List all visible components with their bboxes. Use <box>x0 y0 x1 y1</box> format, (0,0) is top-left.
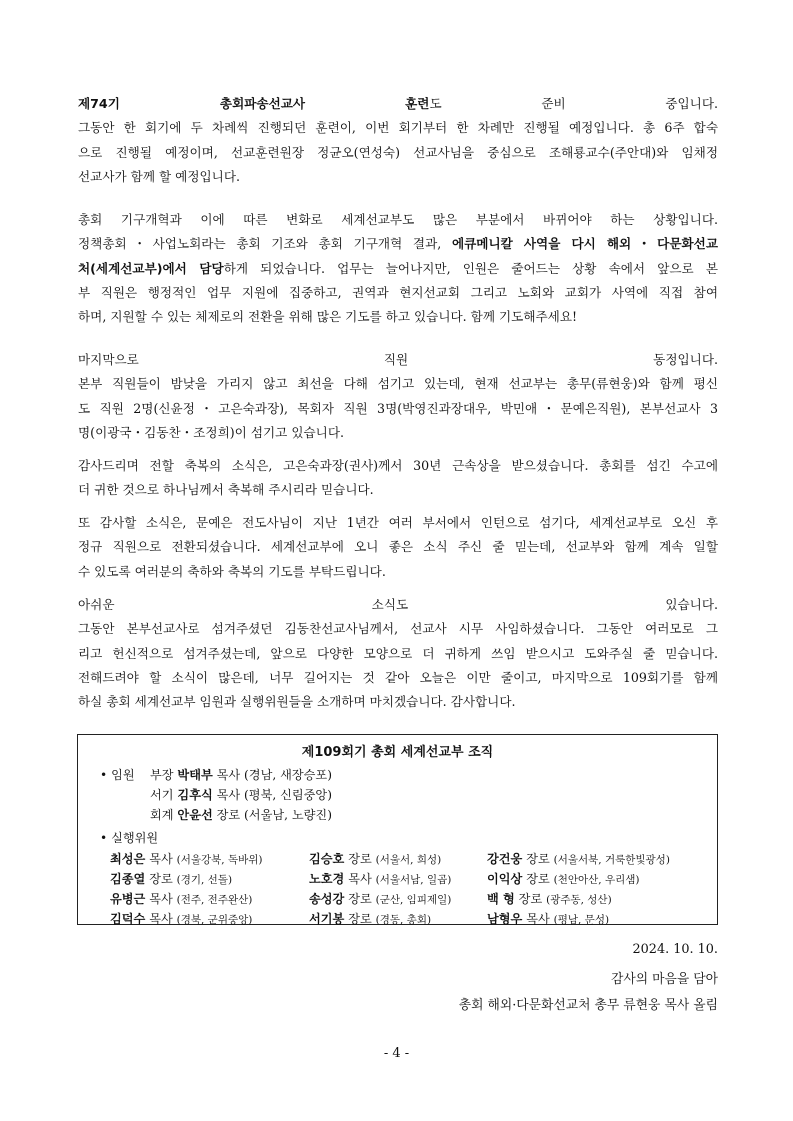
member-church: (군산, 임피제일) <box>375 894 452 906</box>
member-church: (천안아산, 우리샘) <box>553 874 640 886</box>
member-title: 장로 <box>514 892 547 906</box>
body-text: 더 귀한 것으로 하나님께서 축복해 주시리라 믿습니다. <box>78 482 374 498</box>
emphasis-text: 제74기 총회파송선교사 훈련 <box>78 96 430 111</box>
paragraph-4 <box>78 454 718 503</box>
exec-member <box>309 850 441 867</box>
member-title: 목사 <box>145 852 177 866</box>
exec-member <box>487 890 612 907</box>
officer-church: (평북, 신림중앙) <box>244 788 332 802</box>
paragraph-line <box>78 535 718 559</box>
paragraph-line <box>78 165 718 189</box>
member-title: 목사 <box>145 912 177 926</box>
paragraph-line <box>78 348 718 372</box>
body-text: 도 직원 2명(신윤정・고은숙과장), 목회자 직원 3명(박영진과장대우, 박민애・문예은직원), 본부선교사 3 <box>78 400 718 416</box>
member-name: 김승호 <box>309 852 345 866</box>
page-number: - 4 - <box>383 1046 410 1061</box>
paragraph-2 <box>78 208 718 329</box>
exec-member <box>309 910 431 927</box>
exec-member <box>309 870 451 887</box>
body-text: 아쉬운 소식도 있습니다. <box>78 597 718 612</box>
member-church: (전주, 전주완산) <box>176 894 253 906</box>
exec-member <box>487 870 640 887</box>
officer-title: 목사 <box>212 788 245 802</box>
officer-title: 장로 <box>212 808 245 822</box>
paragraph-line <box>78 478 718 502</box>
paragraph-line <box>78 690 718 714</box>
member-name: 최성은 <box>110 852 146 866</box>
member-church: (서울서북, 거룩한빛광성) <box>553 854 670 866</box>
officer-church: (서울남, 노량진) <box>244 808 332 822</box>
paragraph-line <box>78 560 718 584</box>
member-title: 장로 <box>522 872 554 886</box>
paragraph-6 <box>78 593 718 714</box>
org-title: 제109회기 총회 세계선교부 조직 <box>301 745 494 760</box>
member-church: (서울강북, 독바위) <box>176 854 263 866</box>
member-name: 노호경 <box>309 872 345 886</box>
member-name: 남형우 <box>487 912 523 926</box>
body-text: 하며, 지원할 수 있는 체제로의 전환을 위해 많은 기도를 하고 있습니다. 함께 기도해주세요! <box>78 309 578 325</box>
member-church: (서울서남, 일곱) <box>375 874 452 886</box>
paragraph-line <box>78 305 718 329</box>
member-church: (경북, 군위중앙) <box>176 914 253 926</box>
exec-member <box>110 890 252 907</box>
paragraph-line <box>78 232 718 256</box>
member-title: 장로 <box>145 872 177 886</box>
member-church: (평남, 문성) <box>553 914 610 926</box>
officer-name: 박태부 <box>177 768 213 782</box>
paragraph-3 <box>78 348 718 445</box>
member-name: 김종열 <box>110 872 146 886</box>
member-title: 장로 <box>344 912 376 926</box>
paragraph-line <box>78 666 718 690</box>
closing-date: 2024. 10. 10. <box>632 942 718 957</box>
body-text: 감사드리며 전할 축복의 소식은, 고은숙과장(권사)께서 30년 근속상을 받으셨습니다. 총회를 섬긴 수고에 <box>78 458 718 473</box>
body-text: 그동안 본부선교사로 섬겨주셨던 김동찬선교사님께서, 선교사 시무 사임하셨습니다. 그동안 여러모로 그 <box>78 621 718 637</box>
exec-member <box>309 890 451 907</box>
exec-member <box>110 850 263 867</box>
paragraph-line <box>78 92 718 116</box>
member-name: 유병근 <box>110 892 146 906</box>
closing-signature: 총회 해외·다문화선교처 총무 류현웅 목사 올림 <box>458 998 718 1013</box>
paragraph-line <box>78 642 718 666</box>
paragraph-line <box>78 421 718 445</box>
body-text: 명(이광국・김동찬・조정희)이 섬기고 있습니다. <box>78 424 345 440</box>
body-text: 정규 직원으로 전환되셨습니다. 세계선교부에 오니 좋은 소식 주신 줄 믿는데, 선교부와 함께 계속 일할 <box>78 539 718 555</box>
paragraph-line <box>78 116 718 140</box>
member-name: 서기봉 <box>309 912 345 926</box>
officer-role: 서기 <box>150 788 178 802</box>
body-text: 리고 헌신적으로 섬겨주셨는데, 앞으로 다양한 모양으로 더 귀하게 쓰임 받으시고 도와주실 줄 믿습니다. <box>78 645 718 661</box>
emphasis-text: 처(세계선교부)에서 담당 <box>78 260 224 276</box>
paragraph-line <box>78 372 718 396</box>
officer-name: 안윤선 <box>177 808 213 822</box>
body-text: 부 직원은 행정적인 업무 지원에 집중하고, 권역과 현지선교회 그리고 노회와 교회가 사역에 직접 참여 <box>78 284 718 300</box>
paragraph-5 <box>78 511 718 584</box>
member-title: 장로 <box>522 852 554 866</box>
paragraph-1 <box>78 92 718 189</box>
member-title: 목사 <box>344 872 376 886</box>
paragraph-line <box>78 617 718 641</box>
emphasis-text: 에큐메니칼 사역을 다시 해외・다문화선교 <box>451 236 718 252</box>
body-text: 또 감사할 소식은, 문예은 전도사님이 지난 1년간 여러 부서에서 인턴으로 섬기다, 세계선교부로 오신 후 <box>78 515 718 530</box>
body-text: 선교사가 함께 할 예정입니다. <box>78 168 240 184</box>
member-church: (광주동, 성산) <box>546 894 612 906</box>
body-text: 으로 진행될 예정이며, 선교훈련원장 정균오(연성숙) 선교사님을 중심으로 조해룡교수(주안대)와 임채정 <box>78 144 718 160</box>
member-name: 김덕수 <box>110 912 146 926</box>
officer-name: 김후식 <box>177 788 213 802</box>
member-title: 장로 <box>344 892 376 906</box>
officer-title: 목사 <box>212 768 245 782</box>
paragraph-line <box>78 281 718 305</box>
paragraph-line <box>78 141 718 165</box>
paragraph-line <box>78 593 718 617</box>
member-church: (서울서, 희성) <box>375 854 442 866</box>
exec-label: • 실행위원 <box>100 831 159 845</box>
paragraph-line <box>78 511 718 535</box>
body-text: 총회 기구개혁과 이에 따른 변화로 세계선교부도 많은 부분에서 바뀌어야 하는 상황입니다. <box>78 212 718 227</box>
body-text: 본부 직원들이 밤낮을 가리지 않고 최선을 다해 섬기고 있는데, 현재 선교부는 총무(류현웅)와 함께 평신 <box>78 376 718 392</box>
body-text: 그동안 한 회기에 두 차례씩 진행되던 훈련이, 이번 회기부터 한 차례만 진행될 예정입니다. 총 6주 합숙 <box>78 120 718 136</box>
body-text: 수 있도록 여러분의 축하와 축복의 기도를 부탁드립니다. <box>78 563 386 579</box>
closing-line1: 감사의 마음을 담아 <box>610 972 718 987</box>
exec-member <box>487 850 670 867</box>
exec-member <box>110 910 252 927</box>
member-name: 이익상 <box>487 872 523 886</box>
exec-member <box>487 910 609 927</box>
officer-role: 부장 <box>150 768 178 782</box>
member-title: 장로 <box>344 852 376 866</box>
body-text: 하게 되었습니다. 업무는 늘어나지만, 인원은 줄어드는 상황 속에서 앞으로 본 <box>223 260 718 276</box>
body-text: 전해드려야 할 소식이 많은데, 너무 길어지는 것 같아 오늘은 이만 줄이고, 마지막으로 109회기를 함께 <box>78 669 718 685</box>
body-text: 하실 총회 세계선교부 임원과 실행위원들을 소개하며 마치겠습니다. 감사합니다. <box>78 694 516 710</box>
officer-row <box>150 786 332 803</box>
officer-row <box>150 766 332 783</box>
officer-row <box>150 806 332 823</box>
paragraph-line <box>78 257 718 281</box>
paragraph-line <box>78 454 718 478</box>
officer-church: (경남, 새장승포) <box>244 768 332 782</box>
member-name: 강건웅 <box>487 852 523 866</box>
member-title: 목사 <box>522 912 554 926</box>
member-church: (경동, 총회) <box>375 914 432 926</box>
member-title: 목사 <box>145 892 177 906</box>
paragraph-line <box>78 397 718 421</box>
body-text: 정책총회・사업노회라는 총회 기조와 총회 기구개혁 결과, <box>78 236 452 252</box>
member-name: 송성강 <box>309 892 345 906</box>
body-text: 도 준비 중입니다. <box>429 96 718 111</box>
member-church: (경기, 선돌) <box>176 874 233 886</box>
body-text: 마지막으로 직원 동정입니다. <box>78 352 718 367</box>
org-box <box>77 734 718 925</box>
member-name: 백 형 <box>487 892 515 906</box>
paragraph-line <box>78 208 718 232</box>
exec-member <box>110 870 232 887</box>
officer-role: 회계 <box>150 808 178 822</box>
officers-label: • 임원 <box>100 768 135 782</box>
